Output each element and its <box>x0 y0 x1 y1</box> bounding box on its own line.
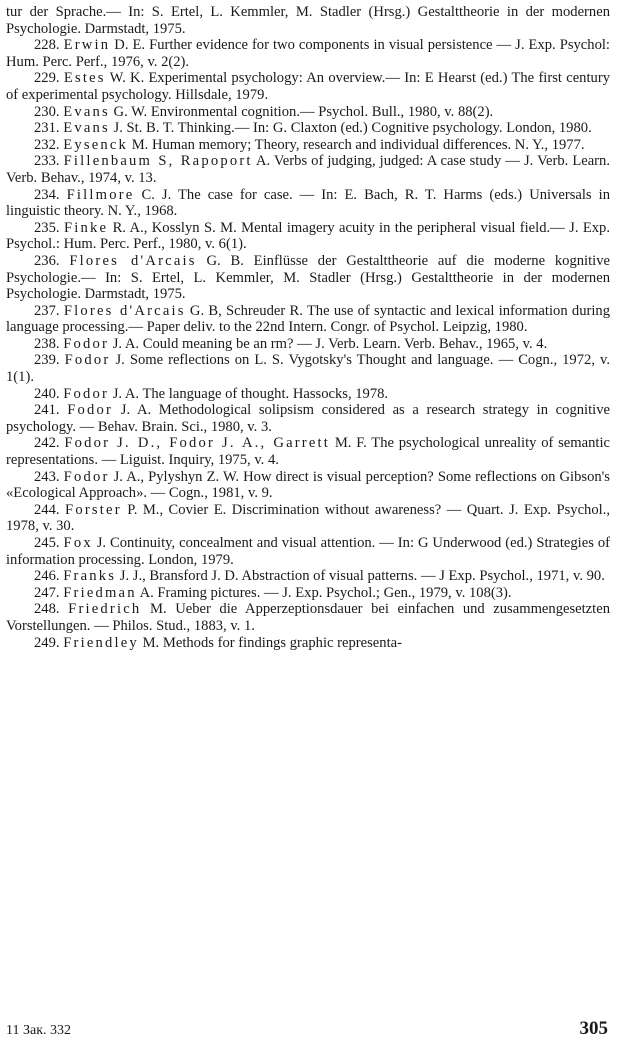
reference-author: Erwin <box>63 37 111 54</box>
reference-entry <box>6 70 610 103</box>
reference-author: Fodor <box>63 468 110 485</box>
reference-author: Flores d'Arcais <box>69 252 197 269</box>
reference-number: 232. <box>34 136 60 153</box>
reference-author: Friendley <box>63 634 139 651</box>
reference-number: 247. <box>34 584 60 601</box>
reference-author: Fodor <box>64 352 111 369</box>
reference-entry <box>6 386 610 403</box>
reference-text: M. F. The psychological unreality of semantic representations. — Liguist. Inquiry, 1975, v. 4. <box>6 435 610 469</box>
reference-author: Friedman <box>63 584 137 601</box>
reference-number: 242. <box>34 435 60 452</box>
reference-number: 231. <box>34 120 60 137</box>
reference-text: M. Human memory; Theory, research and individual differences. N. Y., 1977. <box>128 136 585 153</box>
reference-author: Friedrich <box>68 601 142 618</box>
reference-number: 240. <box>34 385 60 402</box>
page-number: 305 <box>579 1018 608 1039</box>
reference-text: G. B, Schreuder R. The use of syntactic and lexical information during language processing.— Paper deliv. to the 22nd Intern. Congr. of Psychol. Leipzig, 1980. <box>6 302 610 336</box>
reference-text: P. M., Covier E. Discrimination without awareness? — Quart. J. Exp. Psychol., 1978, v. 30. <box>6 501 610 535</box>
reference-number: 235. <box>34 219 60 236</box>
reference-number: 230. <box>34 103 60 120</box>
reference-number: 243. <box>34 468 60 485</box>
reference-author: Finke <box>63 219 109 236</box>
reference-entry <box>6 253 610 303</box>
reference-text: J. A., Pylyshyn Z. W. How direct is visual perception? Some reflections on Gibson's «Ecological Approach». — Cogn., 1981, v. 9. <box>6 468 610 502</box>
reference-author: Fox <box>63 535 93 551</box>
reference-number: 229. <box>34 70 60 87</box>
reference-text: M. Methods for findings graphic representa- <box>138 634 402 651</box>
reference-author: Eysenck <box>63 136 129 153</box>
reference-entry <box>6 469 610 502</box>
reference-entry <box>6 635 610 652</box>
reference-author: Evans <box>63 120 110 137</box>
reference-entry <box>6 104 610 121</box>
reference-number: 228. <box>34 37 60 54</box>
reference-text: W. K. Experimental psychology: An overview.— In: E Hearst (ed.) The first century of experimental psychology. Hillsdale, 1979. <box>6 70 610 103</box>
reference-entry <box>6 220 610 253</box>
reference-entry <box>6 535 610 568</box>
reference-text: J. A. The language of thought. Hassocks, 1978. <box>109 385 389 402</box>
reference-text: J. J., Bransford J. D. Abstraction of visual patterns. — J Exp. Psychol., 1971, v. 90. <box>116 568 605 585</box>
reference-number: 241. <box>34 402 60 419</box>
reference-text: D. E. Further evidence for two components in visual persistence — J. Exp. Psychol: Hum. Perc. Perf., 1976, v. 2(2). <box>6 37 610 70</box>
reference-text: J. A. Methodological solipsism considered as a research strategy in cognitive psychology. — Behav. Brain. Sci., 1980, v. 3. <box>6 402 610 435</box>
reference-number: 239. <box>34 352 60 369</box>
reference-entry <box>6 37 610 70</box>
reference-text: C. J. The case for case. — In: E. Bach, R. T. Harms (eds.) Universals in linguistic theory. N. Y., 1968. <box>6 186 610 220</box>
reference-text: R. A., Kosslyn S. M. Mental imagery acuity in the peripheral visual field.— J. Exp. Psychol.: Hum. Perc. Perf., 1980, v. 6(1). <box>6 219 611 253</box>
reference-list <box>6 37 610 651</box>
reference-entry <box>6 435 610 468</box>
reference-text: J. Continuity, concealment and visual attention. — In: G Underwood (ed.) Strategies of information processing. London, 1979. <box>6 535 610 568</box>
reference-author: Fodor <box>63 385 110 402</box>
reference-entry <box>6 187 610 220</box>
reference-text: A. Framing pictures. — J. Exp. Psychol.; Gen., 1979, v. 108(3). <box>136 584 512 601</box>
reference-text: J. Some reflections on L. S. Vygotsky's Thought and language. — Cogn., 1972, v. 1(1). <box>6 352 610 386</box>
reference-text: G. B. Einflüsse der Gestalttheorie auf die moderne kognitive Psychologie.— In: S. Ertel, L. Kemmler, M. Stadler (Hrsg.) Gestalttheorie in der modernen Psychologie. Darmstadt, 1975. <box>6 252 610 303</box>
reference-author: Fillmore <box>66 186 135 203</box>
reference-number: 246. <box>34 568 60 585</box>
reference-entry <box>6 137 610 154</box>
reference-entry <box>6 568 610 585</box>
reference-author: Flores d'Arcais <box>63 302 186 319</box>
reference-author: Fillenbaum S, Rapoport <box>63 153 253 170</box>
reference-number: 245. <box>34 535 60 551</box>
reference-number: 236. <box>34 252 60 269</box>
reference-entry <box>6 303 610 336</box>
reference-author: Evans <box>63 103 110 120</box>
reference-number: 249. <box>34 634 60 651</box>
reference-text: G. W. Environmental cognition.— Psychol. Bull., 1980, v. 88(2). <box>109 103 494 120</box>
reference-text: J. St. B. T. Thinking.— In: G. Claxton (ed.) Cognitive psychology. London, 1980. <box>109 120 592 137</box>
reference-text: J. A. Could meaning be an rm? — J. Verb. Learn. Verb. Behav., 1965, v. 4. <box>109 335 548 352</box>
reference-number: 233. <box>34 153 60 170</box>
continuation-text: tur der Sprache.— In: S. Ertel, L. Kemmler, M. Stadler (Hrsg.) Gestalttheorie in der modernen Psychologie. Darmstadt, 1975. <box>6 4 610 37</box>
reference-number: 237. <box>34 302 60 319</box>
reference-author: Fodor J. D., Fodor J. A., Garrett <box>64 435 331 452</box>
reference-entry <box>6 585 610 602</box>
reference-author: Fodor <box>63 335 110 352</box>
reference-author: Estes <box>63 70 106 87</box>
reference-entry <box>6 601 610 634</box>
reference-entry <box>6 120 610 137</box>
reference-entry <box>6 402 610 435</box>
reference-text: M. Ueber die Apperzeptionsdauer bei einfachen und zusammengesetzten Vorstellungen. — Philos. Stud., 1883, v. 1. <box>6 601 610 634</box>
reference-author: Fodor <box>67 402 114 419</box>
reference-entry <box>6 153 610 186</box>
reference-entry <box>6 336 610 353</box>
reference-text: A. Verbs of judging, judged: A case study — J. Verb. Learn. Verb. Behav., 1974, v. 13. <box>6 153 610 186</box>
reference-number: 248. <box>34 601 60 618</box>
reference-author: Franks <box>63 568 117 585</box>
reference-entry <box>6 502 610 535</box>
reference-number: 234. <box>34 186 60 203</box>
reference-entry <box>6 352 610 385</box>
reference-author: Forster <box>65 501 122 518</box>
printer-signature: 11 Зак. 332 <box>6 1023 72 1038</box>
reference-number: 238. <box>34 335 60 352</box>
reference-number: 244. <box>34 501 60 518</box>
